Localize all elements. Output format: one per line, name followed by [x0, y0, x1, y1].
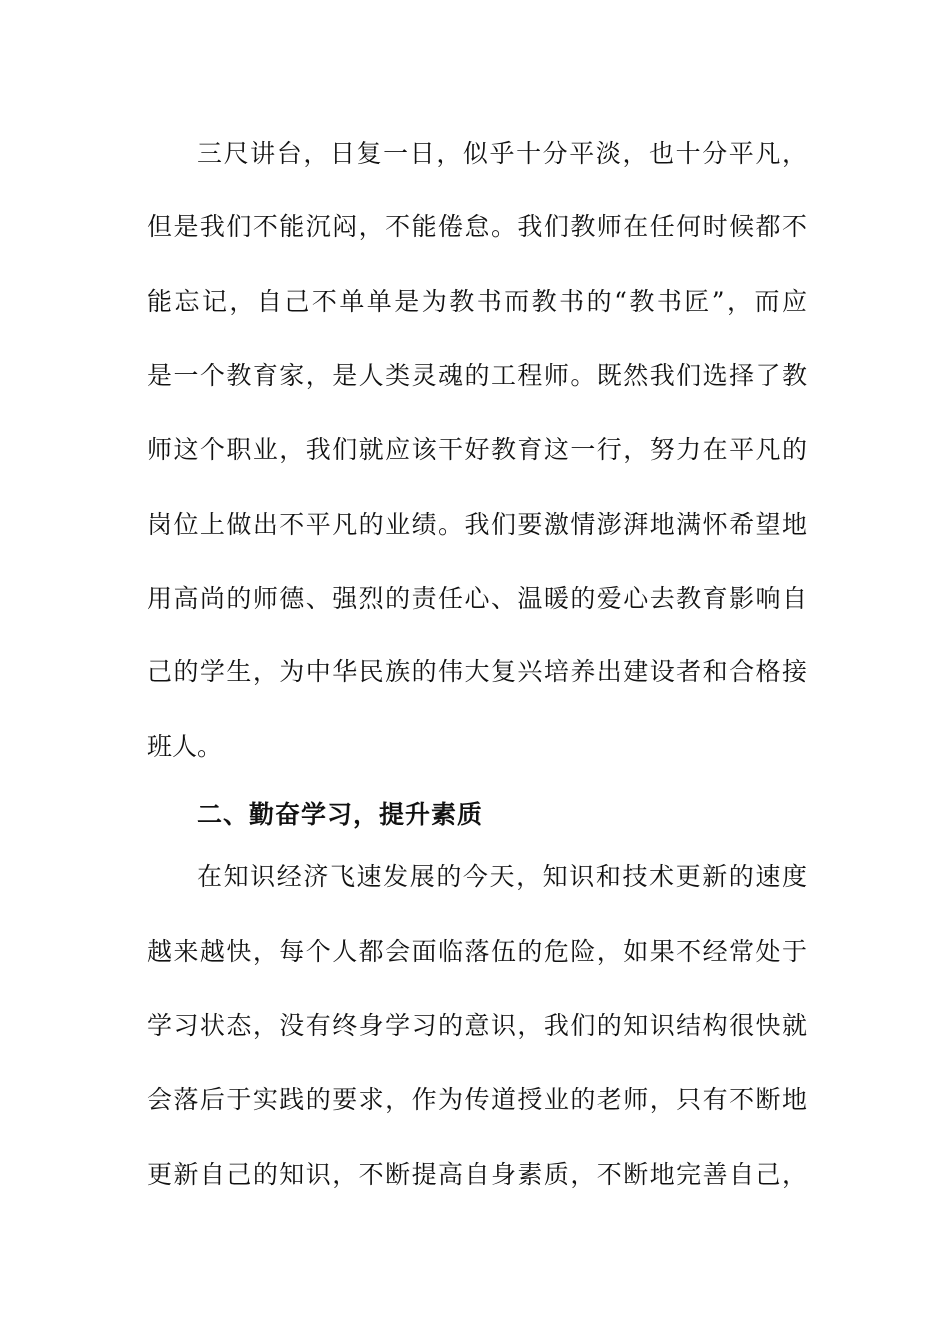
section-heading: 二、勤奋学习，提升素质 — [197, 800, 484, 829]
paragraph-1-line-5: 师这个职业，我们就应该干好教育这一行，努力在平凡的 — [147, 435, 807, 464]
paragraph-2-line-2: 越来越快，每个人都会面临落伍的危险，如果不经常处于 — [147, 937, 807, 966]
paragraph-1-line-4: 是一个教育家，是人类灵魂的工程师。既然我们选择了教 — [147, 361, 807, 390]
paragraph-2-line-3: 学习状态，没有终身学习的意识，我们的知识结构很快就 — [147, 1011, 807, 1040]
paragraph-1-line-6: 岗位上做出不平凡的业绩。我们要激情澎湃地满怀希望地 — [147, 510, 807, 539]
paragraph-2-line-5: 更新自己的知识，不断提高自身素质，不断地完善自己， — [147, 1160, 807, 1189]
paragraph-1-line-2: 但是我们不能沉闷，不能倦怠。我们教师在任何时候都不 — [147, 212, 807, 241]
paragraph-1-line-8: 己的学生，为中华民族的伟大复兴培养出建设者和合格接 — [147, 657, 807, 686]
paragraph-1-line-1: 三尺讲台，日复一日，似乎十分平淡，也十分平凡， — [197, 139, 807, 168]
paragraph-1-line-7: 用高尚的师德、强烈的责任心、温暖的爱心去教育影响自 — [147, 584, 807, 613]
paragraph-2-line-4: 会落后于实践的要求，作为传道授业的老师，只有不断地 — [147, 1085, 807, 1114]
paragraph-2-line-1: 在知识经济飞速发展的今天，知识和技术更新的速度 — [197, 862, 807, 891]
paragraph-1-line-3: 能忘记，自己不单单是为教书而教书的“教书匠”，而应 — [147, 287, 807, 316]
paragraph-1-line-9: 班人。 — [147, 732, 223, 761]
